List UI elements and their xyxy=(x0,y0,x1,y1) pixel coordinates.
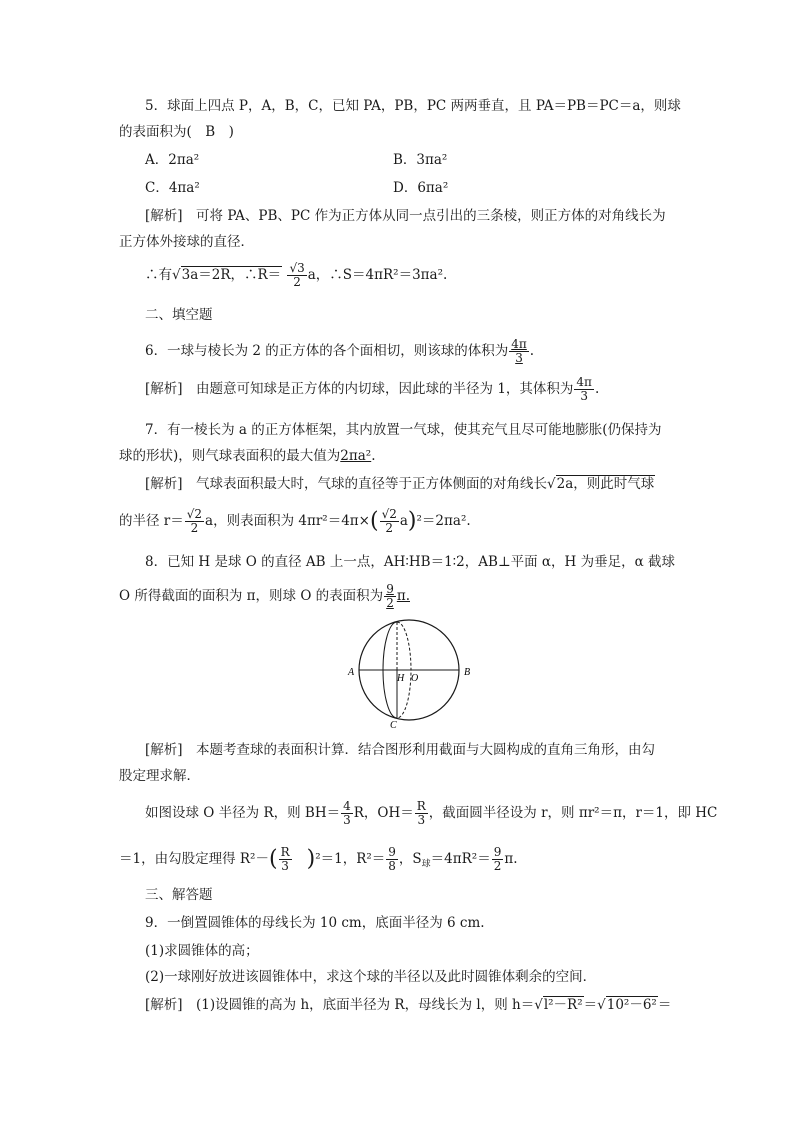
q8-line2: O 所得截面的面积为 π，则球 O 的表面积为 $\frac{9}{2}$ π. xyxy=(119,582,410,610)
sphere-figure xyxy=(345,618,477,730)
q5-option-b: B．3πa² xyxy=(393,152,448,168)
q5-option-c: C．4πa² xyxy=(145,180,200,196)
q8-solution-line4: ＝1，由勾股定理得 R²－( $\frac{R}{3}$ )²＝1，R²＝ $\frac{9}{8}$ ，$S_球=4\pi R^2=$ $\frac{9}{2}$ π. xyxy=(119,845,518,873)
section-fill-in: 二、填空题 xyxy=(145,307,213,323)
label-o: O xyxy=(411,673,419,684)
q5-solution-line1: [解析] 可将 PA、PB、PC 作为正方体从同一点引出的三条棱，则正方体的对角线长为 xyxy=(145,208,666,224)
q9-line2: (1)求圆锥体的高； xyxy=(145,943,259,959)
q6-solution: [解析] 由题意可知球是正方体的内切球，因此球的半径为 1，其体积为 $\frac{4\pi}{3}$ . xyxy=(145,375,600,403)
q7-line1: 7．有一棱长为 a 的正方体框架，其内放置一气球，使其充气且尽可能地膨胀(仍保持为 xyxy=(145,422,662,438)
q6-line: 6．一球与棱长为 2 的正方体的各个面相切，则该球的体积为 $\frac{4\pi}{3}$ . xyxy=(145,337,535,365)
q9-line1: 9．一倒置圆锥体的母线长为 10 cm，底面半径为 6 cm. xyxy=(145,915,485,931)
q9-line3: (2)一球刚好放进该圆锥体中，求这个球的半径以及此时圆锥体剩余的空间． xyxy=(145,969,597,985)
q8-solution-line3: 如图设球 O 半径为 R，则 BH＝ $\frac{4}{3}$ R，OH＝ $\frac{R}{3}$ ，截面圆半径设为 r，则 πr²＝π，r＝1，即 HC xyxy=(145,799,718,827)
q7-line2: 球的形状)，则气球表面积的最大值为2πa². xyxy=(119,448,376,464)
q5-option-a: A．2πa² xyxy=(145,152,200,168)
section-answer: 三、解答题 xyxy=(145,887,213,903)
label-a: A xyxy=(348,667,355,678)
label-h: H xyxy=(397,673,405,684)
q7-solution-line2: 的半径 r＝ $\frac{√2}{2}$ a，则表面积为 4πr²＝4π×( $\frac{√2}{2}$ a)²＝2πa². xyxy=(119,507,471,535)
q5-solution-line2: 正方体外接球的直径． xyxy=(119,234,254,250)
q9-solution: [解析] (1)设圆锥的高为 h，底面半径为 R，母线长为 l，则 h＝√l²－R²＝√10²－6²＝ xyxy=(145,997,672,1013)
label-b: B xyxy=(464,667,471,678)
q8-solution-line1: [解析] 本题考查球的表面积计算．结合图形利用截面与大圆构成的直角三角形，由勾 xyxy=(145,742,656,758)
q8-line1: 8．已知 H 是球 O 的直径 AB 上一点，AH∶HB＝1∶2，AB⊥平面 α，H 为垂足，α 截球 xyxy=(145,554,676,570)
q5-line2: 的表面积为( B ) xyxy=(119,124,234,140)
q7-solution-line1: [解析] 气球表面积最大时，气球的直径等于正方体侧面的对角线长√2a，则此时气球 xyxy=(145,476,655,492)
q8-solution-line2: 股定理求解． xyxy=(119,768,200,784)
label-c: C xyxy=(390,720,397,730)
q5-solution-line3: ∴有√3a＝2R，∴R＝ $\frac{√3}{2}$ a，∴S＝4πR²＝3πa². xyxy=(145,261,448,289)
q5-option-d: D．6πa² xyxy=(393,180,449,196)
q5-line1: 5．球面上四点 P，A，B，C，已知 PA，PB，PC 两两垂直，且 PA＝PB＝PC＝a，则球 xyxy=(145,98,681,114)
